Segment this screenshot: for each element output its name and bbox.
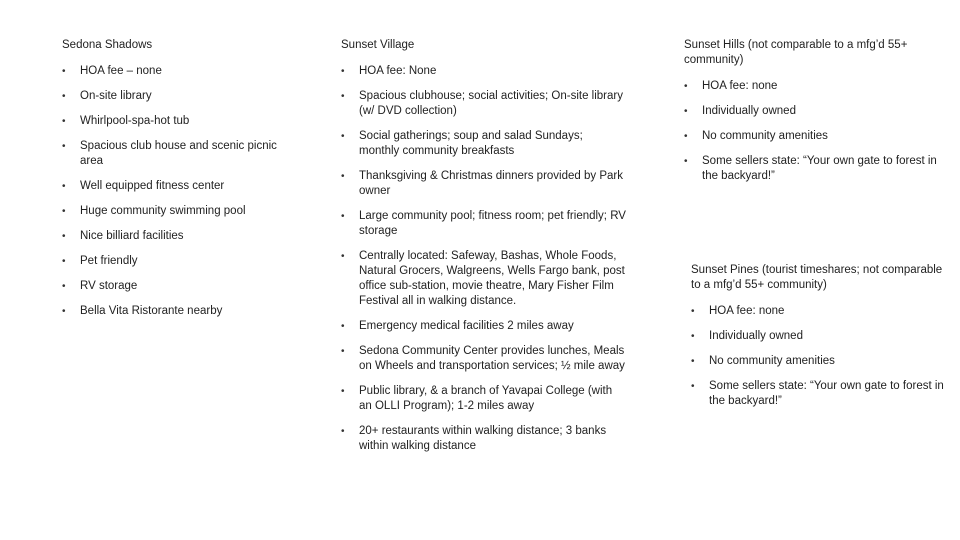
list-item: • On-site library: [62, 89, 297, 104]
sedona-shadows-column: [62, 38, 297, 329]
list-item: • Well equipped fitness center: [62, 179, 297, 194]
list-item: • HOA fee: None: [341, 64, 626, 79]
sunset-hills-heading: Sunset Hills (not comparable to a mfg’d 55+ community): [684, 39, 908, 66]
list-item: • 20+ restaurants within walking distance; 3 banks within walking distance: [341, 424, 626, 454]
list-item: • Individually owned: [684, 104, 949, 119]
list-item: • No community amenities: [684, 129, 949, 144]
sunset-pines-heading: Sunset Pines (tourist timeshares; not comparable to a mfg’d 55+ community): [691, 264, 943, 291]
sunset-hills-list: [684, 79, 949, 184]
list-item: • HOA fee – none: [62, 64, 297, 79]
list-item: • Some sellers state: “Your own gate to forest in the backyard!”: [684, 154, 949, 184]
sunset-village-column: [341, 38, 626, 464]
list-item: • Huge community swimming pool: [62, 204, 297, 219]
sunset-pines-column: [691, 263, 946, 419]
sedona-shadows-heading: Sedona Shadows: [62, 39, 153, 51]
list-item: • Centrally located: Safeway, Bashas, Whole Foods, Natural Grocers, Walgreens, Wells Fargo bank, post office sub-station, movie theatre, Mary Fisher Film Festival all in walking distance.: [341, 249, 626, 309]
list-item: • Public library, & a branch of Yavapai College (with an OLLI Program); 1-2 miles away: [341, 384, 626, 414]
list-item: • Pet friendly: [62, 254, 297, 269]
sedona-shadows-list: [62, 64, 297, 319]
list-item: • Emergency medical facilities 2 miles away: [341, 319, 626, 334]
list-item: • Thanksgiving & Christmas dinners provided by Park owner: [341, 169, 626, 199]
list-item: • HOA fee: none: [684, 79, 949, 94]
sunset-village-heading: Sunset Village: [341, 39, 415, 51]
list-item: • Spacious club house and scenic picnic area: [62, 139, 297, 169]
list-item: • Sedona Community Center provides lunches, Meals on Wheels and transportation services; ½ mile away: [341, 344, 626, 374]
list-item: • Some sellers state: “Your own gate to forest in the backyard!”: [691, 379, 946, 409]
list-item: • HOA fee: none: [691, 304, 946, 319]
list-item: • No community amenities: [691, 354, 946, 369]
list-item: • Large community pool; fitness room; pet friendly; RV storage: [341, 209, 626, 239]
list-item: • RV storage: [62, 279, 297, 294]
list-item: • Whirlpool-spa-hot tub: [62, 114, 297, 129]
sunset-hills-column: [684, 38, 949, 194]
sunset-village-list: [341, 64, 626, 454]
list-item: • Nice billiard facilities: [62, 229, 297, 244]
list-item: • Individually owned: [691, 329, 946, 344]
sunset-pines-list: [691, 304, 946, 409]
list-item: • Bella Vita Ristorante nearby: [62, 304, 297, 319]
list-item: • Social gatherings; soup and salad Sundays; monthly community breakfasts: [341, 129, 626, 159]
list-item: • Spacious clubhouse; social activities; On-site library (w/ DVD collection): [341, 89, 626, 119]
